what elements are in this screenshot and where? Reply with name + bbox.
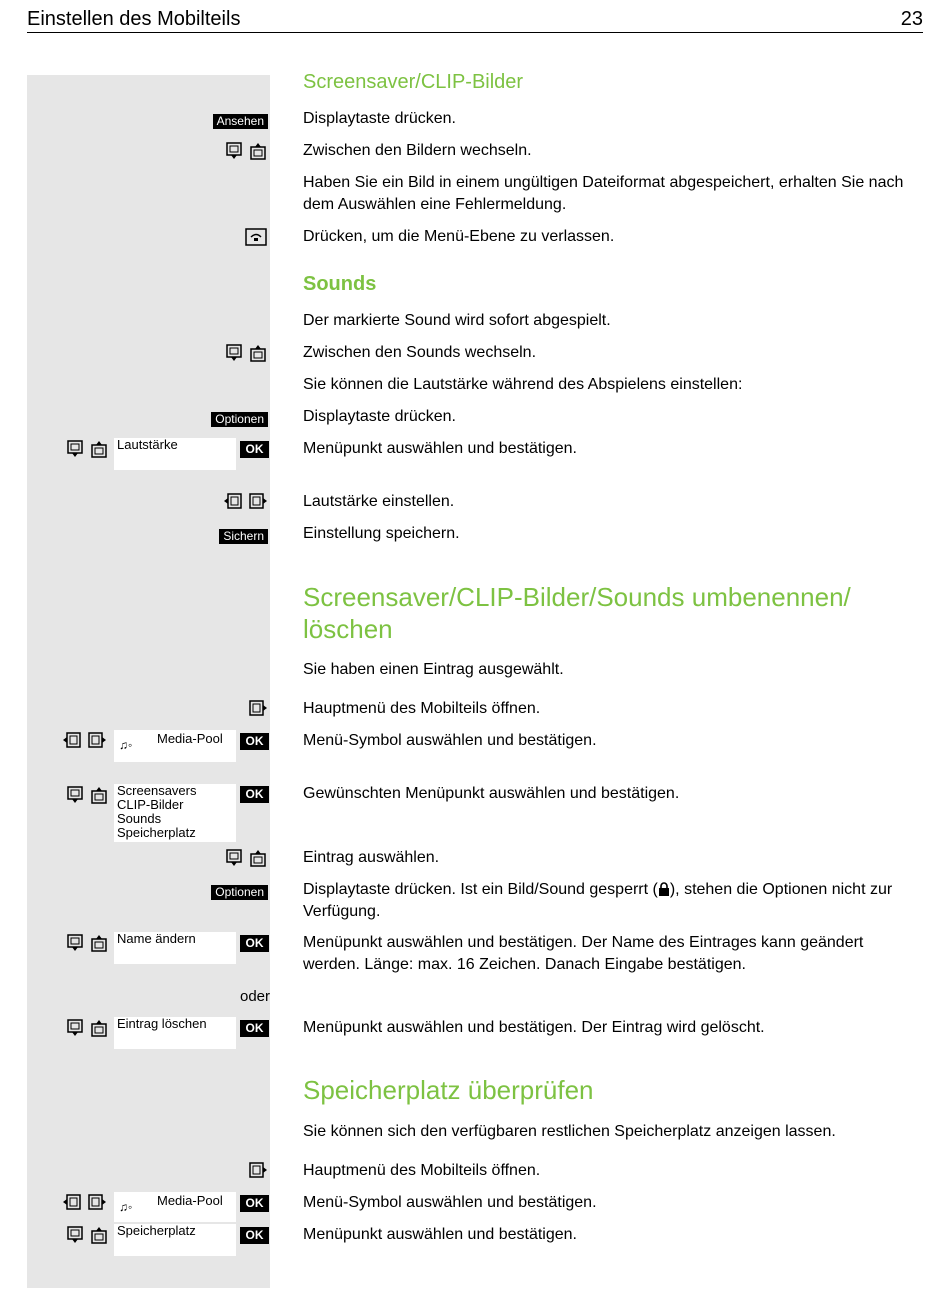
media-pool-icon: ♫◦	[119, 738, 133, 752]
chapter-title: Einstellen des Mobilteils	[27, 8, 241, 30]
display-menu-item: Eintrag löschen	[114, 1017, 236, 1049]
nav-left-icon[interactable]	[63, 732, 81, 748]
ok-button[interactable]: OK	[240, 733, 269, 750]
display-menu-item: Speicherplatz	[114, 1224, 236, 1256]
nav-left-icon[interactable]	[63, 1194, 81, 1210]
heading-sounds: Sounds	[303, 273, 377, 295]
step-text: Zwischen den Bildern wechseln.	[303, 142, 532, 159]
display-media-pool: ♫◦ Media-Pool	[114, 1192, 236, 1222]
ok-button[interactable]: OK	[240, 1020, 269, 1037]
nav-right-icon[interactable]	[88, 1194, 106, 1210]
nav-up-icon[interactable]	[91, 1019, 107, 1037]
nav-up-icon[interactable]	[250, 142, 266, 160]
ok-button[interactable]: OK	[240, 786, 269, 803]
step-text: Hauptmenü des Mobilteils öffnen.	[303, 1162, 541, 1179]
nav-down-icon[interactable]	[67, 1019, 83, 1037]
nav-up-icon[interactable]	[250, 344, 266, 362]
intro-text: Sie können sich den verfügbaren restlichen Speicherplatz anzeigen lassen.	[303, 1123, 836, 1140]
end-call-key-icon[interactable]	[245, 228, 267, 246]
softkey-optionen[interactable]: Optionen	[211, 412, 268, 427]
step-text: Displaytaste drücken.	[303, 110, 456, 127]
menu-item: Screensavers	[117, 783, 197, 798]
nav-right-icon[interactable]	[249, 493, 267, 509]
nav-down-icon[interactable]	[67, 440, 83, 458]
nav-left-icon[interactable]	[224, 493, 242, 509]
softkey-ansehen[interactable]: Ansehen	[213, 114, 268, 129]
step-text: Hauptmenü des Mobilteils öffnen.	[303, 700, 541, 717]
step-text: Zwischen den Sounds wechseln.	[303, 344, 537, 361]
step-text: Haben Sie ein Bild in einem ungültigen Dateiformat abgespeichert, erhalten Sie nach dem Auswählen eine Fehlermeldung.	[303, 174, 904, 213]
nav-down-icon[interactable]	[67, 934, 83, 952]
ok-button[interactable]: OK	[240, 935, 269, 952]
lock-icon	[658, 882, 670, 896]
step-text: Menüpunkt auswählen und bestätigen.	[303, 1226, 577, 1243]
display-menu-list	[114, 784, 236, 842]
nav-down-icon[interactable]	[226, 849, 242, 867]
nav-up-icon[interactable]	[91, 786, 107, 804]
softkey-sichern[interactable]: Sichern	[219, 529, 268, 544]
step-text: Drücken, um die Menü-Ebene zu verlassen.	[303, 228, 615, 245]
display-media-pool: ♫◦ Media-Pool	[114, 730, 236, 762]
menu-item: CLIP-Bilder	[117, 797, 184, 812]
nav-down-icon[interactable]	[67, 1226, 83, 1244]
nav-up-icon[interactable]	[91, 934, 107, 952]
page-number: 23	[900, 8, 923, 30]
step-text: Sie können die Lautstärke während des Abspielens einstellen:	[303, 376, 743, 393]
nav-down-icon[interactable]	[226, 344, 242, 362]
heading-screensaver: Screensaver/CLIP-Bilder	[303, 71, 524, 93]
nav-down-icon[interactable]	[226, 142, 242, 160]
media-pool-icon: ♫◦	[119, 1200, 133, 1214]
nav-right-icon[interactable]	[249, 1162, 267, 1178]
display-menu-item: Name ändern	[114, 932, 236, 964]
heading-rename-delete: Screensaver/CLIP-Bilder/Sounds umbenennen/ löschen	[303, 582, 851, 644]
step-text: Displaytaste drücken. Ist ein Bild/Sound gesperrt ( ), stehen die Optionen nicht zur Verfügung.	[303, 881, 893, 920]
step-text: Menü-Symbol auswählen und bestätigen.	[303, 1194, 597, 1211]
page-header	[27, 6, 923, 33]
nav-right-icon[interactable]	[249, 700, 267, 716]
nav-right-icon[interactable]	[88, 732, 106, 748]
heading-memory: Speicherplatz überprüfen	[303, 1075, 594, 1105]
menu-item: Sounds	[117, 811, 162, 826]
ok-button[interactable]: OK	[240, 1227, 269, 1244]
or-label: oder	[240, 988, 271, 1005]
step-text: Displaytaste drücken.	[303, 408, 456, 425]
step-text: Menüpunkt auswählen und bestätigen. Der Eintrag wird gelöscht.	[303, 1019, 765, 1036]
ok-button[interactable]: OK	[240, 1195, 269, 1212]
display-menu-item: Lautstärke	[114, 438, 236, 470]
menu-item: Speicherplatz	[117, 825, 196, 840]
nav-up-icon[interactable]	[250, 849, 266, 867]
step-text: Menüpunkt auswählen und bestätigen. Der Name des Eintrages kann geändert werden. Länge: max. 16 Zeichen. Danach Eingabe bestätigen.	[303, 934, 864, 973]
step-text: Lautstärke einstellen.	[303, 493, 455, 510]
step-text: Menüpunkt auswählen und bestätigen.	[303, 440, 577, 457]
step-text: Menü-Symbol auswählen und bestätigen.	[303, 732, 597, 749]
intro-text: Sie haben einen Eintrag ausgewählt.	[303, 661, 564, 678]
left-margin-column	[27, 75, 270, 1288]
softkey-optionen[interactable]: Optionen	[211, 885, 268, 900]
nav-up-icon[interactable]	[91, 440, 107, 458]
nav-up-icon[interactable]	[91, 1226, 107, 1244]
step-text: Gewünschten Menüpunkt auswählen und bestätigen.	[303, 785, 680, 802]
intro-text: Der markierte Sound wird sofort abgespielt.	[303, 312, 611, 329]
nav-down-icon[interactable]	[67, 786, 83, 804]
ok-button[interactable]: OK	[240, 441, 269, 458]
step-text: Einstellung speichern.	[303, 525, 460, 542]
step-text: Eintrag auswählen.	[303, 849, 440, 866]
